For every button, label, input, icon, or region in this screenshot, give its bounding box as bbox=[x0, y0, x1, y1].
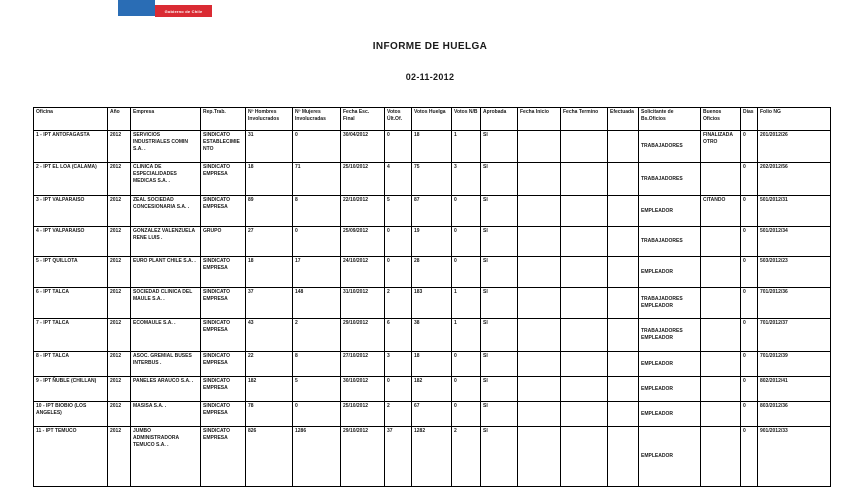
table-cell: 701/2012/36 bbox=[758, 288, 831, 319]
table-cell: 3 bbox=[452, 163, 481, 196]
table-cell: JUMBO ADMINISTRADORA TEMUCO S.A. . bbox=[131, 427, 201, 487]
table-cell: SERVICIOS INDUSTRIALES COMIN S.A. . bbox=[131, 131, 201, 163]
table-cell bbox=[608, 163, 639, 196]
table-cell: 8 - IPT TALCA bbox=[34, 352, 108, 377]
table-cell: 2012 bbox=[108, 427, 131, 487]
table-cell: SI bbox=[481, 257, 518, 288]
table-cell: 2 - IPT EL LOA (CALAMA) bbox=[34, 163, 108, 196]
table-cell bbox=[701, 288, 741, 319]
table-cell: 2 bbox=[293, 319, 341, 352]
table-cell: 5 bbox=[293, 377, 341, 402]
table-cell: 11 - IPT TEMUCO bbox=[34, 427, 108, 487]
table-cell: SI bbox=[481, 196, 518, 227]
table-row bbox=[34, 402, 831, 427]
table-cell: 19 bbox=[412, 227, 452, 257]
table-cell bbox=[701, 427, 741, 487]
table-cell: FINALIZADA OTRO bbox=[701, 131, 741, 163]
column-header: Votos Últ.Of. bbox=[385, 108, 412, 131]
column-header: Aprobada bbox=[481, 108, 518, 131]
table-cell bbox=[701, 352, 741, 377]
table-cell bbox=[701, 227, 741, 257]
table-cell: 8 bbox=[293, 196, 341, 227]
table-cell: SINDICATO EMPRESA bbox=[201, 319, 246, 352]
column-header: Empresa bbox=[131, 108, 201, 131]
table-cell: 17 bbox=[293, 257, 341, 288]
table-cell: 0 bbox=[452, 257, 481, 288]
table-cell bbox=[561, 163, 608, 196]
table-cell: 87 bbox=[412, 196, 452, 227]
table-cell: 802/2012/41 bbox=[758, 377, 831, 402]
table-cell: SI bbox=[481, 377, 518, 402]
table-cell: 18 bbox=[412, 131, 452, 163]
table-cell: GONZALEZ VALENZUELA RENE LUIS . bbox=[131, 227, 201, 257]
table-cell: 2012 bbox=[108, 352, 131, 377]
table-cell: 0 bbox=[452, 352, 481, 377]
table-row bbox=[34, 131, 831, 163]
table-cell: 182 bbox=[412, 377, 452, 402]
column-header: Oficina bbox=[34, 108, 108, 131]
table-cell: ECOMAULE S.A. . bbox=[131, 319, 201, 352]
table-cell: GRUPO bbox=[201, 227, 246, 257]
table-cell: ASOC. GREMIAL BUSES INTERBUS . bbox=[131, 352, 201, 377]
table-cell: 0 bbox=[385, 131, 412, 163]
table-cell: 28 bbox=[412, 257, 452, 288]
table-cell: 18 bbox=[412, 352, 452, 377]
table-cell bbox=[561, 377, 608, 402]
table-cell: MASISA S.A. . bbox=[131, 402, 201, 427]
table-cell bbox=[561, 402, 608, 427]
table-cell: 0 bbox=[741, 288, 758, 319]
table-cell: 0 bbox=[741, 402, 758, 427]
table-cell: SINDICATO EMPRESA bbox=[201, 377, 246, 402]
table-cell: 2012 bbox=[108, 257, 131, 288]
table-cell: 0 bbox=[741, 427, 758, 487]
column-header: Votos Huelga bbox=[412, 108, 452, 131]
table-cell bbox=[518, 131, 561, 163]
table-cell: 71 bbox=[293, 163, 341, 196]
table-cell: 2012 bbox=[108, 319, 131, 352]
table-cell: 0 bbox=[741, 377, 758, 402]
table-row bbox=[34, 352, 831, 377]
table-cell: EMPLEADOR bbox=[639, 196, 701, 227]
table-cell: 901/2012/33 bbox=[758, 427, 831, 487]
column-header: Fecha Inicio bbox=[518, 108, 561, 131]
table-cell: 31/10/2012 bbox=[341, 288, 385, 319]
table-cell: SI bbox=[481, 163, 518, 196]
table-cell: 2012 bbox=[108, 288, 131, 319]
table-cell: 1 bbox=[452, 131, 481, 163]
column-header: Buenos Oficios bbox=[701, 108, 741, 131]
table-cell: 503/2012/23 bbox=[758, 257, 831, 288]
table-cell bbox=[701, 257, 741, 288]
table-cell bbox=[518, 319, 561, 352]
table-cell: 701/2012/39 bbox=[758, 352, 831, 377]
table-cell: EMPLEADOR bbox=[639, 257, 701, 288]
table-cell: 826 bbox=[246, 427, 293, 487]
table-cell bbox=[518, 257, 561, 288]
table-cell: SINDICATO EMPRESA bbox=[201, 427, 246, 487]
table-cell: SINDICATO ESTABLECIMIENTO bbox=[201, 131, 246, 163]
table-cell: 2012 bbox=[108, 131, 131, 163]
table-cell: 22/10/2012 bbox=[341, 196, 385, 227]
table-cell: SI bbox=[481, 227, 518, 257]
table-cell bbox=[608, 352, 639, 377]
table-cell: SI bbox=[481, 352, 518, 377]
table-cell bbox=[518, 227, 561, 257]
table-cell: 0 bbox=[293, 131, 341, 163]
table-cell: TRABAJADORES bbox=[639, 131, 701, 163]
table-cell: 148 bbox=[293, 288, 341, 319]
table-cell: 501/2012/31 bbox=[758, 196, 831, 227]
strike-report-table bbox=[33, 107, 831, 487]
logo-flag-red-block bbox=[155, 5, 212, 17]
table-cell: 2012 bbox=[108, 227, 131, 257]
column-header: Folio NG bbox=[758, 108, 831, 131]
table-cell: SI bbox=[481, 288, 518, 319]
table-row bbox=[34, 196, 831, 227]
report-title: INFORME DE HUELGA bbox=[372, 41, 488, 52]
table-cell: TRABAJADORES bbox=[639, 163, 701, 196]
table-cell: SINDICATO EMPRESA bbox=[201, 352, 246, 377]
table-cell: 0 bbox=[741, 131, 758, 163]
table-cell: 27 bbox=[246, 227, 293, 257]
table-cell: 30/04/2012 bbox=[341, 131, 385, 163]
table-cell: 0 bbox=[385, 377, 412, 402]
table-cell bbox=[561, 288, 608, 319]
table-cell: 25/10/2012 bbox=[341, 402, 385, 427]
table-cell: 29/10/2012 bbox=[341, 319, 385, 352]
table-cell bbox=[561, 257, 608, 288]
column-header: Solicitante de Bs.Oficios bbox=[639, 108, 701, 131]
table-cell bbox=[561, 352, 608, 377]
table-cell: 7 - IPT TALCA bbox=[34, 319, 108, 352]
table-cell: PANELES ARAUCO S.A. . bbox=[131, 377, 201, 402]
table-cell bbox=[608, 377, 639, 402]
table-cell: 2 bbox=[385, 402, 412, 427]
table-cell: 0 bbox=[741, 319, 758, 352]
table-cell: SINDICATO EMPRESA bbox=[201, 257, 246, 288]
table-cell: SINDICATO EMPRESA bbox=[201, 196, 246, 227]
table-cell: 8 bbox=[293, 352, 341, 377]
table-cell: 0 bbox=[741, 196, 758, 227]
table-cell bbox=[518, 196, 561, 227]
table-cell: 0 bbox=[385, 227, 412, 257]
table-cell: 5 - IPT QUILLOTA bbox=[34, 257, 108, 288]
table-cell: SINDICATO EMPRESA bbox=[201, 402, 246, 427]
table-cell bbox=[561, 196, 608, 227]
table-cell: 4 bbox=[385, 163, 412, 196]
table-cell: 803/2012/36 bbox=[758, 402, 831, 427]
table-cell: 0 bbox=[741, 227, 758, 257]
table-cell: 43 bbox=[246, 319, 293, 352]
table-cell: 67 bbox=[412, 402, 452, 427]
table-cell: 0 bbox=[293, 402, 341, 427]
table-cell bbox=[518, 288, 561, 319]
table-cell: 0 bbox=[741, 352, 758, 377]
table-cell bbox=[518, 377, 561, 402]
logo-text: Gobierno de Chile bbox=[164, 8, 203, 14]
table-cell: 1282 bbox=[412, 427, 452, 487]
table-cell: 2012 bbox=[108, 196, 131, 227]
column-header: Nº Mujeres Involucradas bbox=[293, 108, 341, 131]
column-header: Rep.Trab. bbox=[201, 108, 246, 131]
table-cell bbox=[608, 196, 639, 227]
table-cell: 6 bbox=[385, 319, 412, 352]
table-cell bbox=[608, 131, 639, 163]
table-cell: 1 - IPT ANTOFAGASTA bbox=[34, 131, 108, 163]
table-cell: TRABAJADORES bbox=[639, 227, 701, 257]
table-cell: 2 bbox=[452, 427, 481, 487]
report-date: 02-11-2012 bbox=[405, 72, 455, 82]
table-cell: TRABAJADORES EMPLEADOR bbox=[639, 288, 701, 319]
table-row bbox=[34, 288, 831, 319]
table-cell: 0 bbox=[741, 257, 758, 288]
table-cell bbox=[518, 163, 561, 196]
table-cell: 1 bbox=[452, 319, 481, 352]
table-cell: 37 bbox=[385, 427, 412, 487]
table-cell: 0 bbox=[452, 227, 481, 257]
table-cell: 0 bbox=[741, 163, 758, 196]
table-cell bbox=[518, 427, 561, 487]
table-cell bbox=[608, 288, 639, 319]
table-cell: 31 bbox=[246, 131, 293, 163]
column-header: Fecha Termino bbox=[561, 108, 608, 131]
table-cell bbox=[561, 319, 608, 352]
column-header: Fecha Esc. Final bbox=[341, 108, 385, 131]
table-cell bbox=[608, 227, 639, 257]
table-cell: 183 bbox=[412, 288, 452, 319]
column-header: Efectuada bbox=[608, 108, 639, 131]
table-cell: ZEAL SOCIEDAD CONCESIONARIA S.A. . bbox=[131, 196, 201, 227]
table-cell: SINDICATO EMPRESA bbox=[201, 163, 246, 196]
table-cell: EMPLEADOR bbox=[639, 377, 701, 402]
table-cell: 37 bbox=[246, 288, 293, 319]
table-cell bbox=[701, 163, 741, 196]
table-cell: 6 - IPT TALCA bbox=[34, 288, 108, 319]
column-header: Votos N/B bbox=[452, 108, 481, 131]
table-cell: 89 bbox=[246, 196, 293, 227]
table-cell: EURO PLANT CHILE S.A. . bbox=[131, 257, 201, 288]
table-cell bbox=[701, 319, 741, 352]
table-cell: SINDICATO EMPRESA bbox=[201, 288, 246, 319]
table-row bbox=[34, 319, 831, 352]
table-cell: 0 bbox=[452, 196, 481, 227]
table-cell: 25/09/2012 bbox=[341, 227, 385, 257]
table-cell: 0 bbox=[293, 227, 341, 257]
table-cell: 1 bbox=[452, 288, 481, 319]
table-cell: 27/10/2012 bbox=[341, 352, 385, 377]
table-cell: 18 bbox=[246, 163, 293, 196]
table-cell bbox=[701, 377, 741, 402]
table-cell: EMPLEADOR bbox=[639, 402, 701, 427]
table-cell bbox=[608, 427, 639, 487]
column-header: Nº Hombres Involucrados bbox=[246, 108, 293, 131]
table-cell: 2 bbox=[385, 288, 412, 319]
table-row bbox=[34, 163, 831, 196]
table-cell: 202/2012/56 bbox=[758, 163, 831, 196]
table-cell: SI bbox=[481, 427, 518, 487]
table-cell: SI bbox=[481, 402, 518, 427]
table-cell: 38 bbox=[412, 319, 452, 352]
table-cell: SOCIEDAD CLINICA DEL MAULE S.A. . bbox=[131, 288, 201, 319]
table-cell: 29/10/2012 bbox=[341, 427, 385, 487]
table-cell: 0 bbox=[452, 377, 481, 402]
table-cell: CITANDO bbox=[701, 196, 741, 227]
table-cell: 9 - IPT ÑUBLE (CHILLAN) bbox=[34, 377, 108, 402]
table-cell: 10 - IPT BIOBIO (LOS ANGELES) bbox=[34, 402, 108, 427]
table-header-row bbox=[34, 108, 831, 131]
column-header: Días bbox=[741, 108, 758, 131]
table-cell: 24/10/2012 bbox=[341, 257, 385, 288]
table-cell: 4 - IPT VALPARAISO bbox=[34, 227, 108, 257]
table-cell bbox=[561, 427, 608, 487]
table-cell: 75 bbox=[412, 163, 452, 196]
table-cell: 2012 bbox=[108, 163, 131, 196]
table-cell: 0 bbox=[452, 402, 481, 427]
table-cell: 1286 bbox=[293, 427, 341, 487]
table-cell: SI bbox=[481, 131, 518, 163]
table-cell: EMPLEADOR bbox=[639, 427, 701, 487]
table-cell: 0 bbox=[385, 257, 412, 288]
table-cell: 201/2012/26 bbox=[758, 131, 831, 163]
table-cell: 5 bbox=[385, 196, 412, 227]
table-cell: 701/2012/37 bbox=[758, 319, 831, 352]
table-cell: 78 bbox=[246, 402, 293, 427]
logo-flag-blue-block bbox=[118, 0, 155, 16]
table-cell: EMPLEADOR bbox=[639, 352, 701, 377]
table-cell: 22 bbox=[246, 352, 293, 377]
column-header: Año bbox=[108, 108, 131, 131]
table-row bbox=[34, 227, 831, 257]
table-cell: 25/10/2012 bbox=[341, 163, 385, 196]
table-cell: SI bbox=[481, 319, 518, 352]
table-cell bbox=[561, 131, 608, 163]
table-cell: 2012 bbox=[108, 402, 131, 427]
table-cell: 182 bbox=[246, 377, 293, 402]
table-cell bbox=[608, 402, 639, 427]
table-cell: 3 bbox=[385, 352, 412, 377]
table-cell: 501/2012/34 bbox=[758, 227, 831, 257]
table-cell: 2012 bbox=[108, 377, 131, 402]
table-cell: 3 - IPT VALPARAISO bbox=[34, 196, 108, 227]
table-cell: 30/10/2012 bbox=[341, 377, 385, 402]
table-cell bbox=[608, 257, 639, 288]
table-cell bbox=[561, 227, 608, 257]
table-cell bbox=[701, 402, 741, 427]
strike-report-table-container bbox=[33, 107, 830, 487]
table-cell bbox=[518, 402, 561, 427]
table-cell: 18 bbox=[246, 257, 293, 288]
table-row bbox=[34, 257, 831, 288]
table-cell: CLINICA DE ESPECIALIDADES MEDICAS S.A. . bbox=[131, 163, 201, 196]
table-cell bbox=[608, 319, 639, 352]
table-row bbox=[34, 377, 831, 402]
table-row bbox=[34, 427, 831, 487]
table-cell: TRABAJADORES EMPLEADOR bbox=[639, 319, 701, 352]
table-cell bbox=[518, 352, 561, 377]
